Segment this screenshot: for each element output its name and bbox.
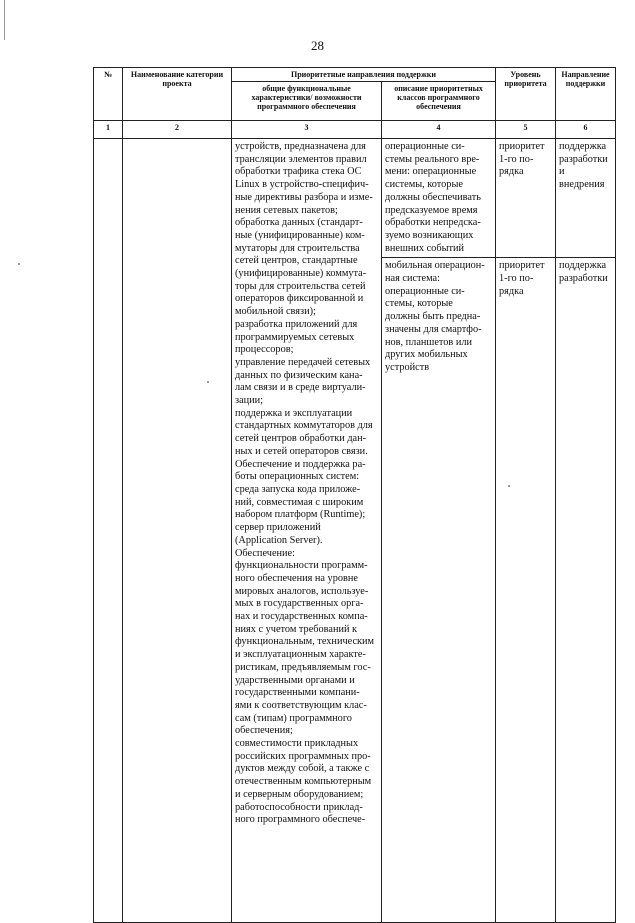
general-text: устройств, предназначена для трансляции элементов правил обработки трафика стека ОС Linux в устройство-специфич- ные директивы разбора и изме- нения сетевых пакетов; обработка данных (стандарт- ные (унифицированные) ком- мутаторы для строительства сетей центров, стандартные (унифицированные) коммута- торы для строительства сетей операторов фиксированной и мобильной связи); разработка приложений для программируемых сетевых процессоров; управление передачей сетевых данных по физическим кана- лам связи и в среде виртуали- зации; поддержка и эксплуатации стандартных коммутаторов для сетей центров обработки дан- ных и сетей операторов связи. Обеспечение и поддержка ра- боты операционных систем: среда запуска кода приложе- ний, совместимая с широким набором платформ (Runtime); сервер приложений (Application Server). Обеспечение: функциональности программ- ного обеспечения на уровне мировых аналогов, используе- мых в государственных орга- нах и государственных компа- ниях с учетом требований к функциональным, техническим и эксплуатационным характе- ристикам, предъявляемым гос- ударственными органами и государственными компани- ями к соответствующим клас- сам (типам) программного обеспечения; совместимости прикладных российских программных про- дуктов между собой, а также с отечественным компьютерным и серверным оборудованием; работоспособности приклад- ного программного обеспече- xyxy=(235,141,375,826)
level-text: приоритет 1-го по- рядка xyxy=(499,141,545,178)
column-number: 2 xyxy=(123,121,232,139)
column-number: 6 xyxy=(556,121,616,139)
column-number-row xyxy=(94,121,616,139)
cell-description xyxy=(382,139,496,258)
column-number: 5 xyxy=(496,121,556,139)
scan-speck xyxy=(18,263,20,265)
cell-level xyxy=(496,139,556,258)
header-row xyxy=(94,68,616,82)
cell-general xyxy=(232,139,382,923)
header-general: общие функциональные характеристики/ возможности программного обеспечения xyxy=(232,82,382,121)
header-priority-group: Приоритетные направления поддержки xyxy=(232,68,496,82)
column-number: 1 xyxy=(94,121,123,139)
column-number: 4 xyxy=(382,121,496,139)
page-number: 28 xyxy=(311,38,324,53)
cell-category xyxy=(123,139,232,923)
level-text: приоритет 1-го по- рядка xyxy=(499,260,545,297)
cell-direction xyxy=(556,139,616,258)
header-description: описание приоритетных классов программного обеспечения xyxy=(382,82,496,121)
direction-text: поддержка разработки xyxy=(559,260,608,285)
cell-num xyxy=(94,139,123,923)
table-row xyxy=(94,139,616,258)
header-category: Наименование категории проекта xyxy=(123,68,232,121)
cell-description xyxy=(382,258,496,923)
description-text: мобильная операцион- ная система: операционные си- стемы, которые должны быть предна- значены для смартфо- нов, планшетов или других мобильных устройств xyxy=(385,260,485,373)
direction-text: поддержка разработки и внедрения xyxy=(559,141,608,191)
header-num: № xyxy=(94,68,123,121)
cell-direction xyxy=(556,258,616,923)
priority-table xyxy=(93,67,616,923)
header-level: Уровень приоритета xyxy=(496,68,556,121)
description-text: операционные си- стемы реального вре- мени: операционные системы, которые должны обеспечивать предсказуемое время обработки непредска- зуемо возникающих внешних событий xyxy=(385,141,481,254)
scan-edge-mark xyxy=(4,0,5,40)
column-number: 3 xyxy=(232,121,382,139)
cell-level xyxy=(496,258,556,923)
header-direction: Направление поддержки xyxy=(556,68,616,121)
